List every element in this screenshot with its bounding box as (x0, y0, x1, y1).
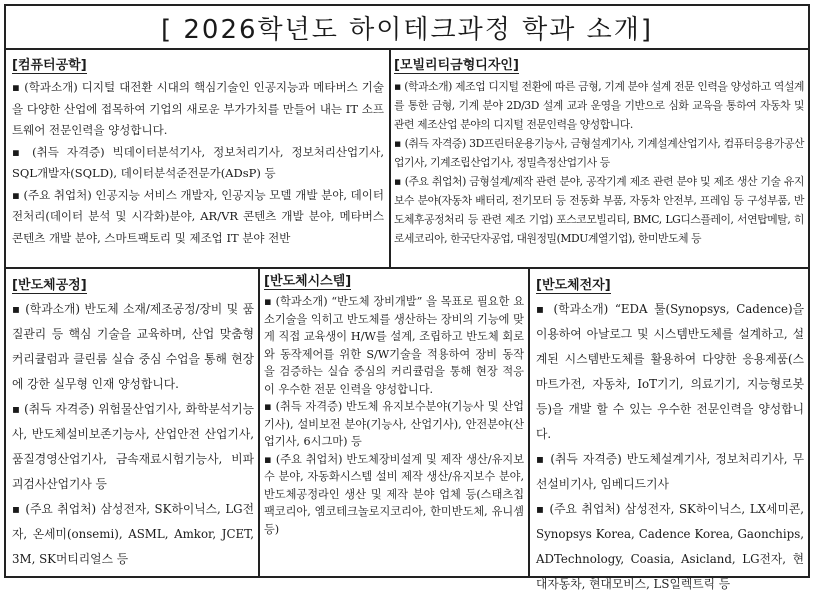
section-electronics (536, 274, 804, 591)
section-certs: ▪ (취득 자격증) 반도체 유지보수분야(기능사 및 산업기사), 설비보전 분야(기능사, 산업기사), 안전분야(산업기사, 6시그마) 등 (264, 400, 524, 448)
section-jobs: ▪ (주요 취업처) 삼성전자, SK하이닉스, LX세미콘, Synopsys Korea, Cadence Korea, Gaonchips, ADTechnology, Coasia, Asicland, LG전자, 현대자동차, 현대모비스, LS일렉트릭 등 (536, 502, 804, 591)
section-certs: ▪ (취득 자격증) 3D프린터운용기능사, 금형설계기사, 기계설계산업기사, 컴퓨터응용가공산업기사, 기계조립산업기사, 정밀측정산업기사 등 (394, 137, 804, 169)
section-intro: ▪ (학과소개) “반도체 장비개발” 을 목표로 필요한 요소기술을 익히고 반도체를 생산하는 장비의 기능에 맞게 직접 교육생이 H/W를 설계, 조립하고 반도체 회로와 동작제어를 위한 S/W기술을 적용하여 장비 동작을 검증하는 실습 중심의 커리큘럼을 통해 현장 적응이 우수한 전문 인력을 양성합니다. (264, 295, 524, 396)
divider-vertical-bottom-right (528, 268, 530, 578)
section-intro: ▪ (학과소개) “EDA 툴(Synopsys, Cadence)을 이용하여 아날로그 및 시스템반도체를 설계하고, 설계된 시스템반도체를 활용하여 다양한 응용제품(스마트가전, 자동차, IoT기기, 의료기기, 지능형로봇 등)을 개발 할 수 있는 우수한 전문인력을 양성합니다. (536, 302, 804, 441)
section-header: [반도체전자] (536, 274, 611, 294)
section-certs: ▪ (취득 자격증) 반도체설계기사, 정보처리기사, 무선설비기사, 임베디드기사 (536, 452, 804, 491)
section-jobs: ▪ (주요 취업처) 인공지능 서비스 개발자, 인공지능 모델 개발 분야, 데이터 전처리(데이터 분석 및 시각화)분야, AR/VR 콘텐츠 개발 분야, 메타버스 콘텐츠 개발 분야, 스마트팩토리 및 제조업 IT 분야 전반 (12, 187, 384, 245)
divider-vertical-top (389, 50, 391, 268)
divider-horizontal-middle (6, 267, 808, 269)
section-header: [반도체시스템] (264, 270, 351, 290)
section-intro: ▪ (학과소개) 반도체 소재/제조공정/장비 및 품질관리 등 핵심 기술을 교육하며, 산업 맞춤형 커리큘럼과 클린룸 실습 중심 수업을 통해 현장에 강한 실무형 인재 양성합니다. (12, 302, 254, 391)
section-intro: ▪ (학과소개) 제조업 디지털 전환에 따른 금형, 기계 분야 설계 전문 인력을 양성하고 역설계를 통한 금형, 기계 분야 2D/3D 설계 교과 운영을 기반으로 심화 교육을 통하여 자동차 및 관련 제조산업 분야의 디지털 전문인력을 양성합니다. (394, 80, 804, 131)
divider-vertical-bottom-left (258, 268, 260, 578)
section-jobs: ▪ (주요 취업처) 반도체장비설계 및 제작 생산/유지보수 분야, 자동화시스템 설비 제작 생산/유지보수 분야, 반도체공정라인 생산 및 제작 분야 업체 등(스태츠칩팩코리아, 엠코테크놀로지코리아, 한미반도체, 유니셈 등) (264, 452, 524, 536)
section-mobility (394, 54, 804, 266)
section-jobs: ▪ (주요 취업처) 삼성전자, SK하이닉스, LG전자, 온세미(onsemi), ASML, Amkor, JCET, 3M, SK머티리얼스 등 (12, 502, 254, 566)
section-system (264, 270, 524, 576)
section-certs: ▪ (취득 자격증) 빅데이터분석기사, 정보처리기사, 정보처리산업기사, SQL개발자(SQLD), 데이터분석준전문가(ADsP) 등 (12, 144, 384, 180)
page-title: [ 2026학년도 하이테크과정 학과 소개] (6, 6, 808, 50)
section-jobs: ▪ (주요 취업처) 금형설계/제작 관련 분야, 공작기계 제조 관련 분야 및 제조 생산 기술 유지보수 분야(자동차 배터리, 전기모터 등 전동화 부품, 자동차 안전부, 프레임 등 구성부품, 반도체후공정처리 등 관련 제조 기업) 포스코모빌리티, BMC, LG디스플레이, 서연탑메탈, 히로세코리아, 한국단자공업, 대원정밀(MDU계열기업), 한미반도체 등 (394, 175, 804, 245)
section-header: [반도체공정] (12, 274, 87, 294)
section-process (12, 274, 254, 576)
section-computer (12, 54, 384, 266)
section-header: [컴퓨터공학] (12, 54, 87, 74)
section-intro: ▪ (학과소개) 디지털 대전환 시대의 핵심기술인 인공지능과 메타버스 기술을 다양한 산업에 접목하여 기업의 새로운 부가가치를 만들어 내는 IT 소프트웨어 전문인력을 양성합니다. (12, 80, 384, 137)
section-certs: ▪ (취득 자격증) 위험물산업기사, 화학분석기능사, 반도체설비보존기능사, 산업안전 산업기사, 품질경영산업기사, 금속재료시험기능사, 비파괴검사산업기사 등 (12, 402, 254, 491)
section-header: [모빌리티금형디자인] (394, 54, 519, 74)
